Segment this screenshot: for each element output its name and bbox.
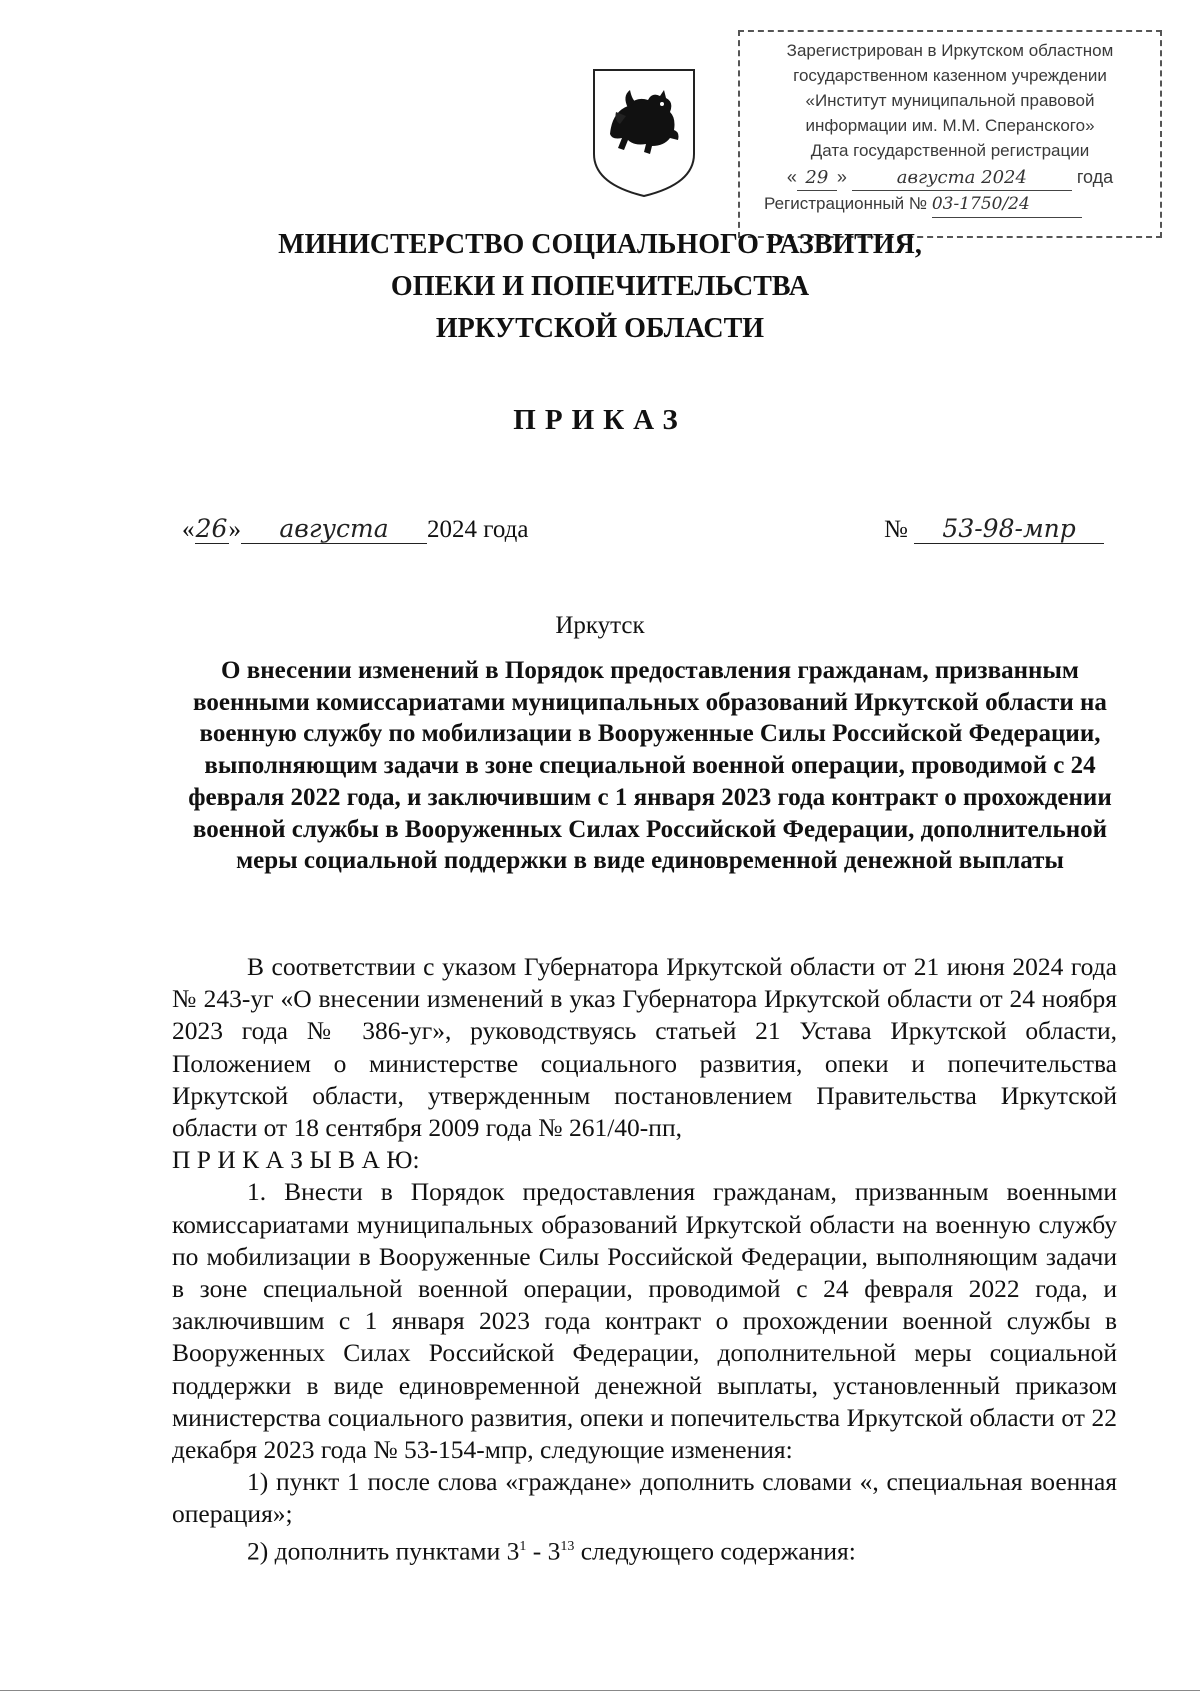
- order-body: [172, 951, 1117, 1567]
- orders-phrase: П Р И К А З Ы В А Ю:: [172, 1145, 420, 1175]
- superscript: 1: [519, 1538, 527, 1554]
- order-heading: О внесении изменений в Порядок предоставления гражданам, призванным военными комиссариатами муниципальных образований Иркутской области на военную службу по мобилизации в Вооруженные Силы Российской Федерации, выполняющим задачи в зоне специальной военной операции, проводимой с 24 февраля 2022 года, и заключившим с 1 января 2023 года контракт о прохождении военной службы в Вооруженных Силах Российской Федерации, дополнительной меры социальной поддержки в виде единовременной денежной выплаты: [188, 657, 1112, 875]
- stamp-line: информации им. М.М. Сперанского»: [805, 116, 1095, 135]
- subitem-1-paragraph: 1) пункт 1 после слова «граждане» дополнить словами «, специальная военная операция»;: [172, 1467, 1117, 1529]
- page-bottom-divider: [0, 1690, 1200, 1691]
- stamp-registration-number: [740, 191, 1160, 218]
- stamp-registration-date: [740, 165, 1160, 191]
- stamp-date-year-label: года: [1076, 167, 1114, 187]
- subitem-2-text: следующего содержания:: [574, 1536, 856, 1566]
- ministry-line: МИНИСТЕРСТВО СОЦИАЛЬНОГО РАЗВИТИЯ,: [278, 229, 922, 260]
- superscript: 13: [560, 1538, 575, 1554]
- preamble-paragraph: В соответствии с указом Губернатора Иркутской области от 21 июня 2024 года № 243-уг «О внесении изменений в указ Губернатора Иркутской области от 24 ноября 2023 года № 386-уг», руководствуясь статьей 21 Устава Иркутской области, Положением о министерстве социального развития, опеки и попечительства Иркутской области, утвержденным постановлением Правительства Иркутской области от 18 сентября 2009 года № 261/40-пп,: [172, 952, 1117, 1143]
- subitem-2-text: - 3: [526, 1536, 561, 1566]
- stamp-reg-number: 03-1750/24: [932, 192, 1082, 218]
- stamp-date-close: »: [836, 167, 847, 187]
- city: Иркутск: [555, 612, 645, 639]
- item-1-paragraph: 1. Внести в Порядок предоставления гражданам, призванным военными комиссариатами муниципальных образований Иркутской области на военную службу по мобилизации в Вооруженные Силы Российской Федерации, выполняющим задачи в зоне специальной военной операции, проводимой с 24 февраля 2022 года, и заключившим с 1 января 2023 года контракт о прохождении военной службы в Вооруженных Силах Российской Федерации, дополнительной меры социальной поддержки в виде единовременной денежной выплаты, установленный приказом министерства социального развития, опеки и попечительства Иркутской области от 22 декабря 2023 года № 53-154-мпр, следующие изменения:: [172, 1177, 1117, 1465]
- order-title: ПРИКАЗ: [513, 404, 687, 436]
- ministry-line: ОПЕКИ И ПОПЕЧИТЕЛЬСТВА: [390, 271, 810, 302]
- date-month: августа: [241, 514, 427, 544]
- stamp-date-month: августа 2024: [852, 165, 1072, 191]
- ministry-line: ИРКУТСКОЙ ОБЛАСТИ: [435, 313, 765, 344]
- stamp-reg-label: Регистрационный №: [764, 194, 928, 213]
- registration-stamp: [738, 30, 1162, 238]
- order-date: [182, 514, 528, 544]
- number-label: №: [884, 516, 908, 543]
- stamp-line: Дата государственной регистрации: [810, 141, 1090, 160]
- stamp-line: государственном казенном учреждении: [793, 66, 1107, 85]
- date-close-quote: »: [228, 516, 241, 543]
- number-value: 53-98-мпр: [914, 514, 1104, 544]
- order-number: [884, 514, 1104, 544]
- date-open-quote: «: [182, 516, 195, 543]
- stamp-line: «Институт муниципальной правовой: [805, 91, 1095, 110]
- subitem-2-text: 2) дополнить пунктами 3: [247, 1536, 520, 1566]
- ministry-name: [0, 224, 1200, 350]
- stamp-line: Зарегистрирован в Иркутском областном: [786, 41, 1114, 60]
- date-day: 26: [195, 514, 228, 543]
- coat-of-arms-icon: [590, 66, 698, 200]
- date-year: 2024 года: [427, 516, 529, 543]
- subitem-2-paragraph: [172, 1531, 1117, 1568]
- stamp-date-day: 29: [797, 165, 837, 191]
- stamp-date-open: «: [786, 167, 797, 187]
